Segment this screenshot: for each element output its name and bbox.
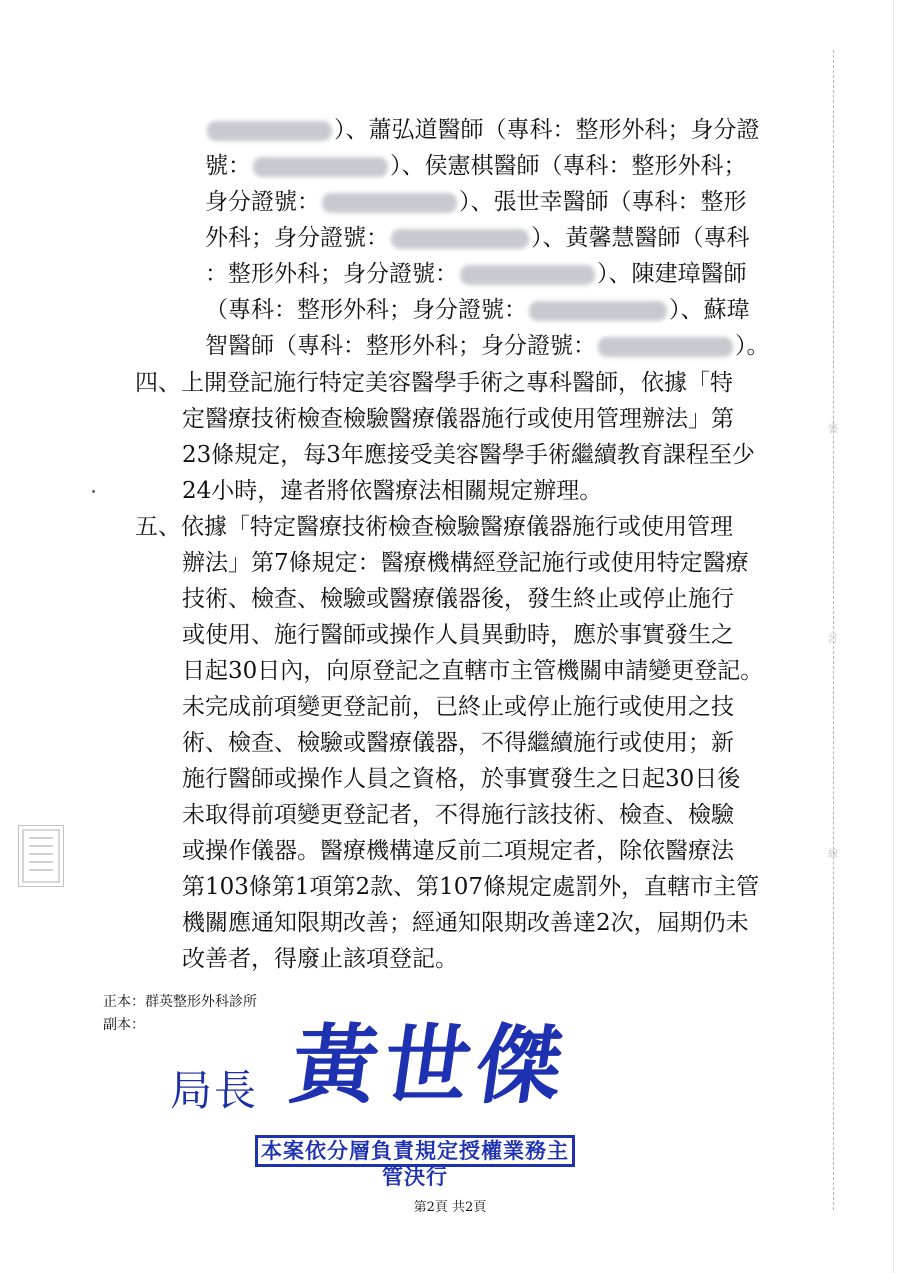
item-five-line-8: 施行醫師或操作人員之資格，於事實發生之日起30日後 bbox=[182, 766, 741, 792]
signatory-title: 局長 bbox=[170, 1066, 259, 1115]
item-five-line-13: 改善者，得廢止該項登記。 bbox=[182, 946, 458, 972]
item-five-line-9: 未取得前項變更登記者，不得施行該技術、檢查、檢驗 bbox=[182, 802, 734, 828]
item-five-line-11: 第103條第1項第2款、第107條規定處罰外，直轄市主管 bbox=[182, 874, 760, 900]
body-line-5: ：整形外科；身分證號： ）、陳建璋醫師 bbox=[205, 261, 747, 287]
redacted-id bbox=[460, 265, 595, 285]
signatory-signature: 黃世傑 bbox=[284, 1016, 576, 1116]
redacted-id bbox=[322, 193, 457, 213]
body-line-3: 身分證號： ）、張世幸醫師（專科：整形 bbox=[205, 189, 747, 215]
page-edge bbox=[893, 0, 894, 1273]
item-four-line-1: 四、上開登記施行特定美容醫學手術之專科醫師，依據「特 bbox=[135, 370, 733, 396]
redacted-id bbox=[391, 229, 529, 249]
item-five-line-4: 或使用、施行醫師或操作人員異動時，應於事實發生之 bbox=[182, 622, 734, 648]
original-recipient: 正本：群英整形外科診所 bbox=[103, 994, 257, 1010]
item-four-line-2: 定醫療技術檢查檢驗醫療儀器施行或使用管理辦法」第 bbox=[182, 406, 734, 432]
body-line-4: 外科；身分證號： ）、黃馨慧醫師（專科 bbox=[205, 225, 750, 251]
body-line-6: （專科：整形外科；身分證號： ）、蘇瑋 bbox=[205, 297, 750, 323]
redacted-id bbox=[529, 301, 667, 321]
item-five-line-6: 未完成前項變更登記前，已終止或停止施行或使用之技 bbox=[182, 694, 734, 720]
item-four-line-3: 23條規定，每3年應接受美容醫學手術繼續教育課程至少 bbox=[182, 442, 755, 468]
page-number: 第2頁 共2頁 bbox=[413, 1200, 487, 1215]
redacted-id bbox=[253, 157, 388, 177]
margin-dot bbox=[92, 490, 95, 493]
item-five-line-2: 辦法」第7條規定：醫療機構經登記施行或使用特定醫療 bbox=[182, 550, 749, 576]
binding-mark-3: 線 bbox=[828, 849, 838, 860]
body-line-1: ）、蕭弘道醫師（專科：整形外科；身分證 bbox=[205, 115, 760, 145]
copy-recipient: 副本： bbox=[103, 1017, 145, 1033]
item-five-line-10: 或操作儀器。醫療機構違反前二項規定者，除依醫療法 bbox=[182, 838, 734, 864]
item-five-line-1: 五、依據「特定醫療技術檢查檢驗醫療儀器施行或使用管理 bbox=[135, 514, 733, 540]
item-five-line-5: 日起30日內，向原登記之直轄市主管機關申請變更登記。 bbox=[182, 658, 764, 684]
binding-mark-1: 裝 bbox=[828, 424, 838, 435]
redacted-id bbox=[598, 337, 733, 357]
redacted-id bbox=[207, 121, 332, 141]
binding-mark-2: 訂 bbox=[828, 634, 838, 645]
body-line-2: 號： ）、侯憲棋醫師（專科：整形外科； bbox=[205, 153, 747, 179]
item-five-line-12: 機關應通知限期改善；經通知限期改善達2次，屆期仍未 bbox=[182, 910, 749, 936]
item-four-line-4: 24小時，違者將依醫療法相關規定辦理。 bbox=[182, 478, 603, 504]
receipt-stamp bbox=[18, 825, 64, 887]
item-five-line-7: 術、檢查、檢驗或醫療儀器，不得繼續施行或使用；新 bbox=[182, 730, 734, 756]
body-line-7: 智醫師（專科：整形外科；身分證號： ）。 bbox=[205, 333, 770, 359]
receipt-stamp-graphic bbox=[21, 828, 61, 884]
item-five-line-3: 技術、檢查、檢驗或醫療儀器後，發生終止或停止施行 bbox=[182, 586, 734, 612]
delegation-stamp: 本案依分層負責規定授權業務主管決行 bbox=[255, 1135, 575, 1167]
